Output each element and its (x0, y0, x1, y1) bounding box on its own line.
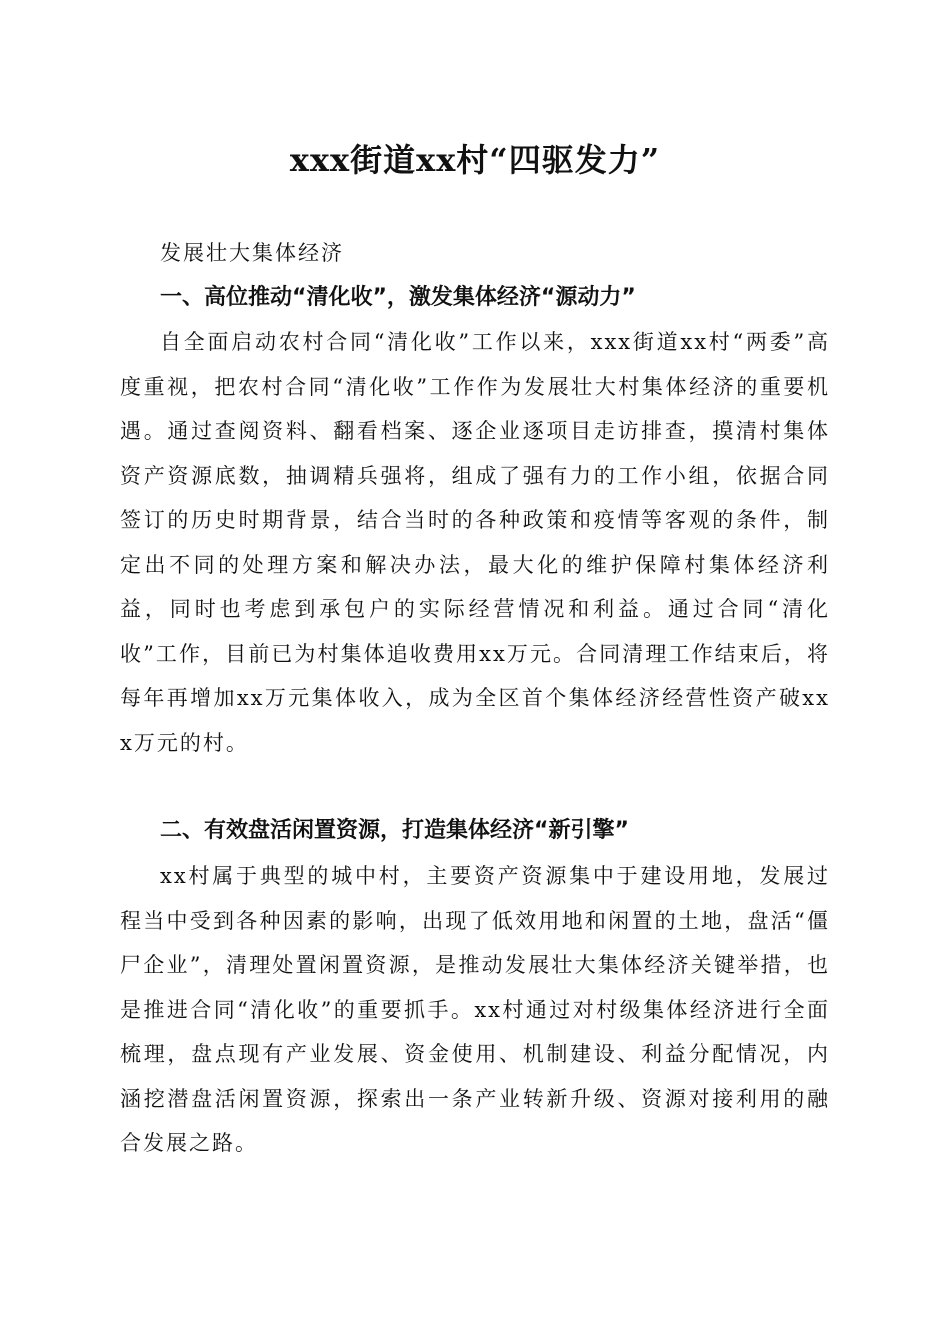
section-1-heading: 一、高位推动“清化收”，激发集体经济“源动力” (160, 285, 636, 310)
document-subtitle: 发展壮大集体经济 (160, 241, 344, 265)
section-2-paragraph: xx村属于典型的城中村，主要资产资源集中于建设用地，发展过程当中受到各种因素的影响，出现了低效用地和闲置的土地，盘活“僵尸企业”，清理处置闲置资源，是推动发展壮大集体经济关键举措，也是推进合同“清化收”的重要抓手。xx村通过对村级集体经济进行全面梳理，盘点现有产业发展、资金使用、机制建设、利益分配情况，内涵挖潜盘活闲置资源，探索出一条产业转新升级、资源对接利用的融合发展之路。 (120, 864, 830, 1155)
section-2-heading: 二、有效盘活闲置资源，打造集体经济“新引擎” (160, 818, 629, 843)
section-1-paragraph: 自全面启动农村合同“清化收”工作以来，xxx街道xx村“两委”高度重视，把农村合同“清化收”工作作为发展壮大村集体经济的重要机遇。通过查阅资料、翻看档案、逐企业逐项目走访排查，摸清村集体资产资源底数，抽调精兵强将，组成了强有力的工作小组，依据合同签订的历史时期背景，结合当时的各种政策和疫情等客观的条件，制定出不同的处理方案和解决办法，最大化的维护保障村集体经济利益，同时也考虑到承包户的实际经营情况和利益。通过合同“清化收”工作，目前已为村集体追收费用xx万元。合同清理工作结束后，将每年再增加xx万元集体收入，成为全区首个集体经济经营性资产破xxx万元的村。 (120, 330, 830, 755)
document-title: xxx街道xx村“四驱发力” (289, 141, 661, 179)
